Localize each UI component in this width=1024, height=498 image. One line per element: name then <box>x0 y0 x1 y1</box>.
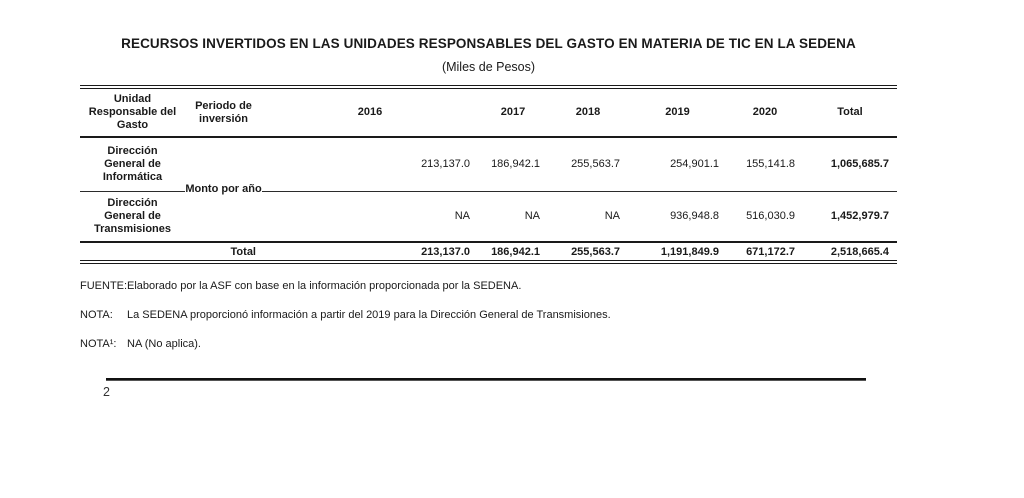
value-cell-2017: 186,942.1 <box>478 137 548 191</box>
total-label-cell: Total <box>80 242 262 262</box>
table-subtitle: (Miles de Pesos) <box>441 60 536 74</box>
table-row-informatica <box>80 137 897 191</box>
nota1-note-label: NOTA¹: <box>80 338 117 350</box>
total-cell-2019: 1,191,849.9 <box>628 242 727 262</box>
value-cell-2018: 255,563.7 <box>548 137 628 191</box>
col-header-2017: 2017 <box>478 87 548 137</box>
col-header-2020: 2020 <box>727 87 803 137</box>
col-header-2016: 2016 <box>262 87 478 137</box>
value-cell-2020: 516,030.9 <box>746 210 795 223</box>
period-cell: Monto por año <box>185 183 262 195</box>
value-cell-2016: 213,137.0 <box>262 137 478 191</box>
nota1-note <box>80 337 897 351</box>
nota-note-text: La SEDENA proporcionó información a partir del 2019 para la Dirección General de Transmisiones. <box>127 309 611 321</box>
total-cell-2020: 671,172.7 <box>727 242 803 262</box>
source-note <box>80 279 897 293</box>
total-cell-2017: 186,942.1 <box>478 242 548 262</box>
unit-cell: Dirección General de Transmisiones <box>93 196 172 235</box>
col-header-periodo: Periodo de inversión <box>185 87 262 137</box>
col-header-unidad: Unidad Responsable del Gasto <box>80 87 185 137</box>
nota-note-label: NOTA: <box>80 309 113 321</box>
col-header-2018: 2018 <box>548 87 628 137</box>
nota1-note-text: NA (No aplica). <box>127 338 201 350</box>
resources-table <box>80 85 897 264</box>
table-notes <box>80 279 897 351</box>
table-title: RECURSOS INVERTIDOS EN LAS UNIDADES RESPONSABLES DEL GASTO EN MATERIA DE TIC EN LA SEDENA <box>121 36 856 51</box>
total-cell-2016: 213,137.0 <box>262 242 478 262</box>
table-header-row <box>80 87 897 137</box>
nota-note <box>80 308 897 322</box>
col-header-2019: 2019 <box>628 87 727 137</box>
value-cell-2019: 254,901.1 <box>628 137 727 191</box>
value-cell-2020: 155,141.8 <box>727 137 803 191</box>
page-number: 2 <box>103 385 110 399</box>
unit-cell: Dirección General de Informática <box>80 137 185 191</box>
value-cell-2016: NA <box>454 210 470 223</box>
row-total-cell: 1,452,979.7 <box>830 210 889 223</box>
document-content <box>80 36 897 351</box>
value-cell-2018: NA <box>604 210 620 223</box>
value-cell-2017: NA <box>524 210 540 223</box>
value-cell-2019: 936,948.8 <box>670 210 719 223</box>
grand-total-cell: 2,518,665.4 <box>803 242 897 262</box>
source-note-text: Elaborado por la ASF con base en la información proporcionada por la SEDENA. <box>127 280 522 292</box>
footer-rule <box>106 378 866 381</box>
source-note-label: FUENTE: <box>80 280 128 292</box>
total-cell-2018: 255,563.7 <box>548 242 628 262</box>
row-total-cell: 1,065,685.7 <box>803 137 897 191</box>
table-total-row <box>80 242 897 262</box>
col-header-total: Total <box>803 87 897 137</box>
